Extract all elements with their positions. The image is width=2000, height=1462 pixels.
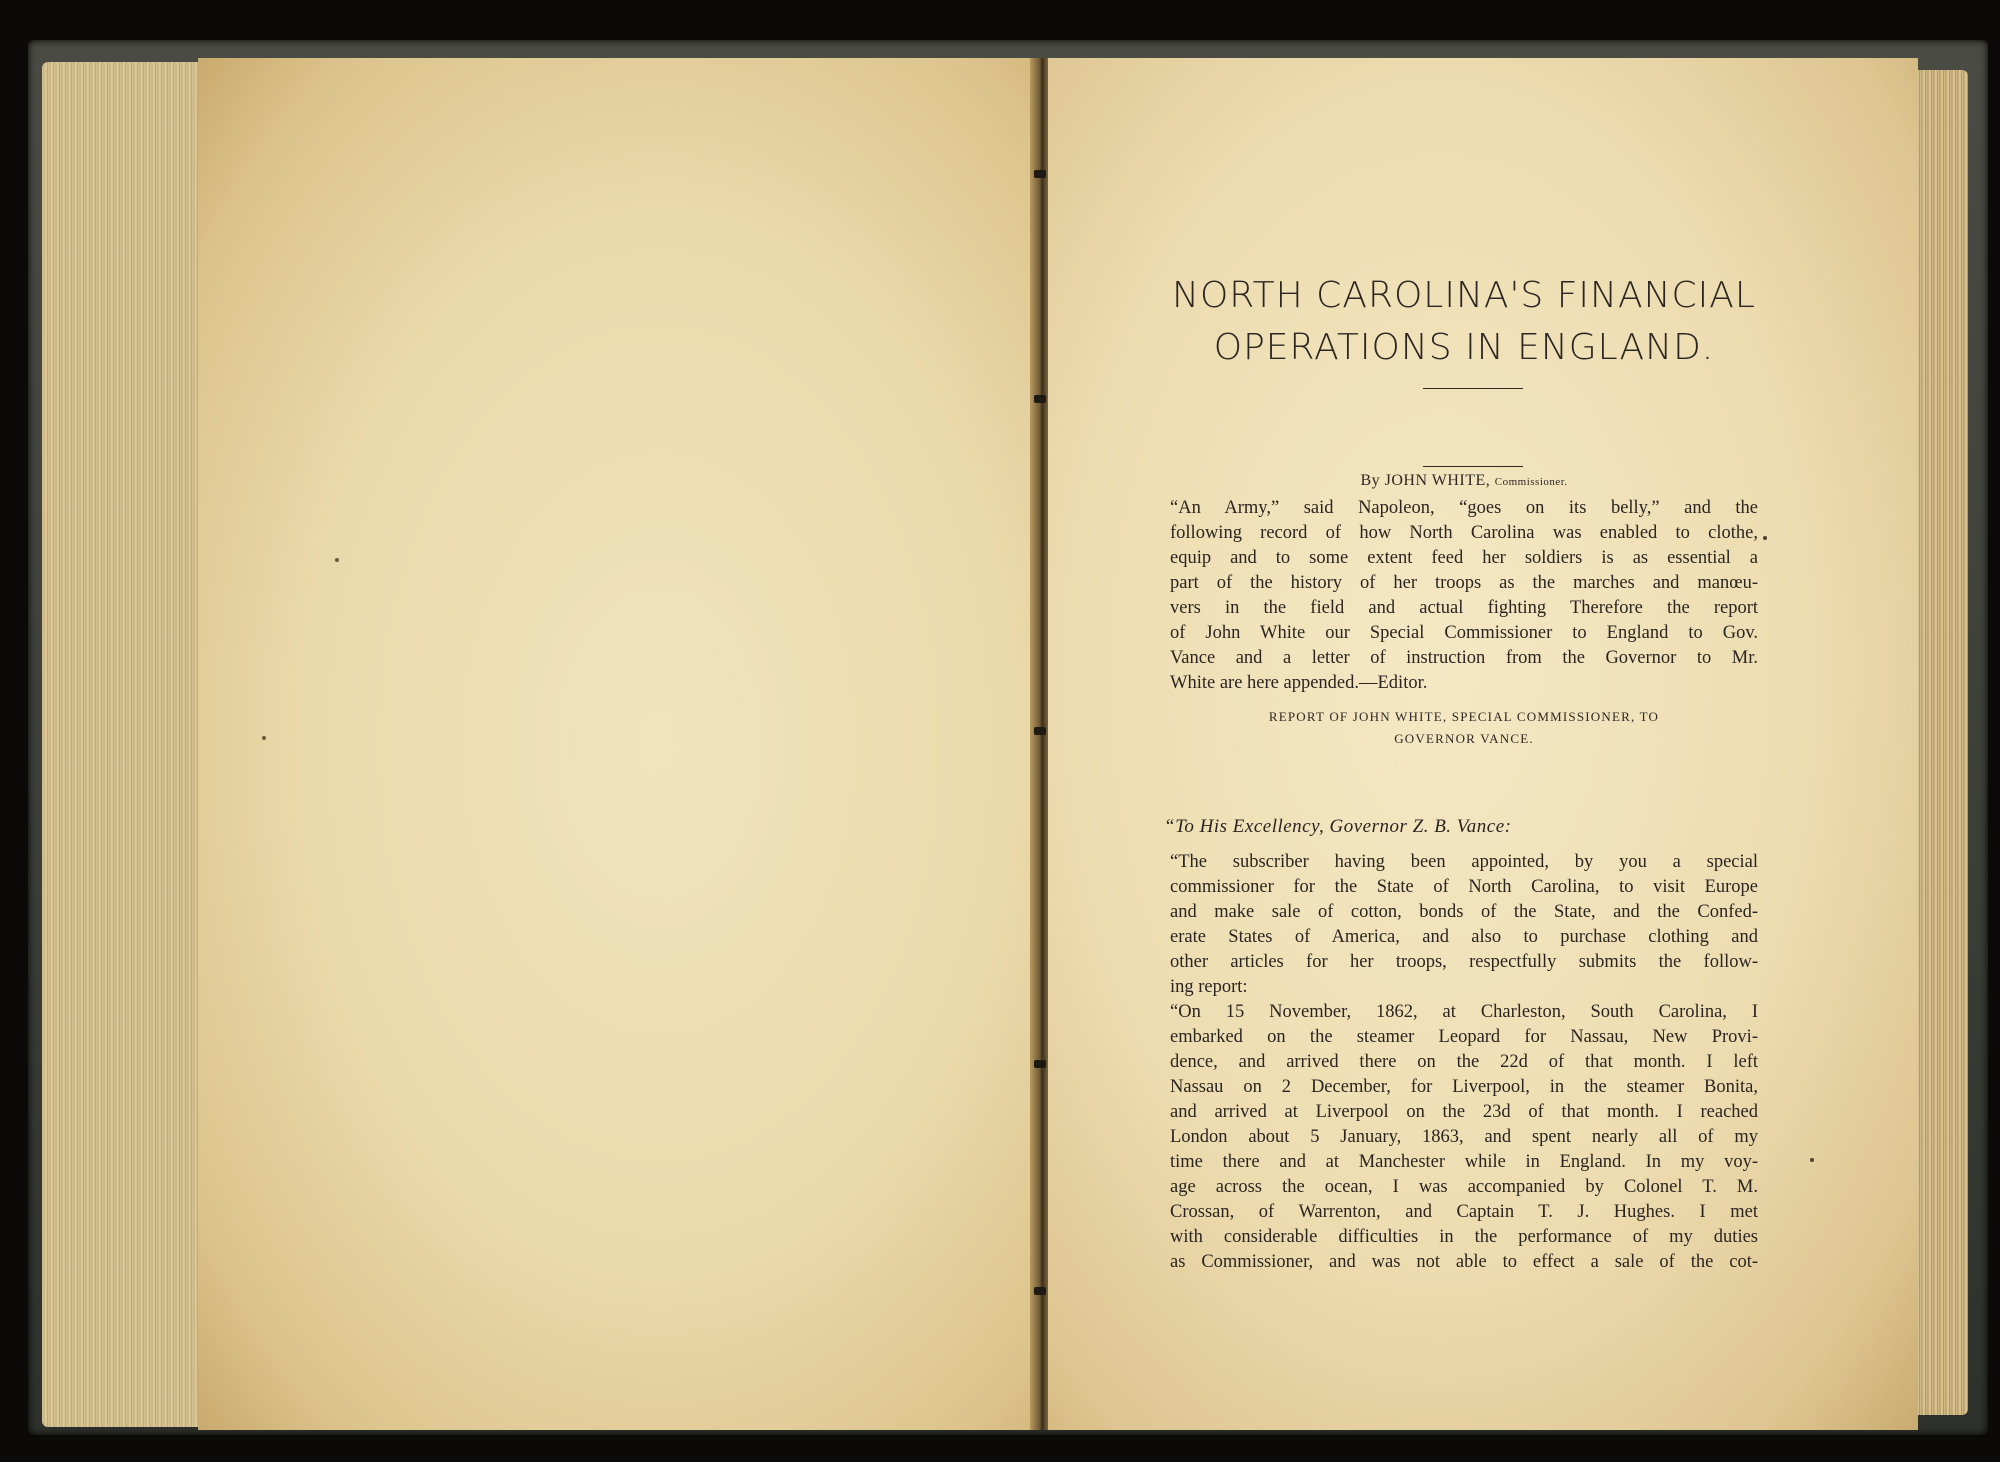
- para1-line: commissioner for the State of North Carolina, to visit Europe: [1170, 877, 1758, 897]
- paper-speck: [335, 558, 339, 562]
- binding-stitch: [1034, 170, 1046, 178]
- byline-name: JOHN WHITE,: [1384, 472, 1491, 489]
- paper-speck: [1763, 536, 1767, 540]
- left-page-blank: [198, 58, 1036, 1430]
- paper-speck: [262, 736, 266, 740]
- byline: [1170, 472, 1758, 490]
- byline-role: Commissioner.: [1494, 476, 1568, 488]
- para2-line: time there and at Manchester while in England. In my voy-: [1170, 1152, 1758, 1172]
- para2-line: Crossan, of Warrenton, and Captain T. J. Hughes. I met: [1170, 1202, 1758, 1222]
- binding-stitch: [1034, 1287, 1046, 1295]
- para2-line: London about 5 January, 1863, and spent nearly all of my: [1170, 1127, 1758, 1147]
- article-title: [1170, 270, 1758, 374]
- intro-line: of John White our Special Commissioner to England to Gov.: [1170, 623, 1758, 643]
- para2-line: Nassau on 2 December, for Liverpool, in the steamer Bonita,: [1170, 1077, 1758, 1097]
- intro-line: equip and to some extent feed her soldiers is as essential a: [1170, 548, 1758, 568]
- left-page-edges: [42, 62, 202, 1427]
- para1-line: ing report:: [1170, 977, 1248, 997]
- binding-stitch: [1034, 1060, 1046, 1068]
- title-line-2: OPERATIONS IN ENGLAND.: [1213, 327, 1715, 368]
- para1-line: other articles for her troops, respectfully submits the follow-: [1170, 952, 1758, 972]
- byline-rule: [1423, 466, 1523, 467]
- byline-by: By: [1360, 472, 1381, 489]
- para2-line: embarked on the steamer Leopard for Nassau, New Provi-: [1170, 1027, 1758, 1047]
- intro-paragraph: [1170, 496, 1758, 696]
- para2-line: and arrived at Liverpool on the 23d of that month. I reached: [1170, 1102, 1758, 1122]
- binding-stitch: [1034, 727, 1046, 735]
- para1-line: and make sale of cotton, bonds of the State, and the Confed-: [1170, 902, 1758, 922]
- para1-line: erate States of America, and also to purchase clothing and: [1170, 927, 1758, 947]
- report-heading: [1170, 706, 1758, 750]
- report-paragraph-2: [1170, 1000, 1758, 1275]
- title-line-1: NORTH CAROLINA'S FINANCIAL: [1172, 275, 1756, 316]
- binding-stitch: [1034, 395, 1046, 403]
- report-paragraph-1: [1170, 850, 1758, 1000]
- para2-line: as Commissioner, and was not able to effect a sale of the cot-: [1170, 1252, 1758, 1272]
- para2-line: age across the ocean, I was accompanied by Colonel T. M.: [1170, 1177, 1758, 1197]
- report-heading-line-1: REPORT OF JOHN WHITE, SPECIAL COMMISSIONER, TO: [1268, 709, 1660, 724]
- report-heading-line-2: GOVERNOR VANCE.: [1394, 731, 1534, 746]
- intro-line: Vance and a letter of instruction from the Governor to Mr.: [1170, 648, 1758, 668]
- para2-line: dence, and arrived there on the 22d of that month. I left: [1170, 1052, 1758, 1072]
- salutation: “To His Excellency, Governor Z. B. Vance:: [1164, 816, 1512, 837]
- para1-line: “The subscriber having been appointed, by you a special: [1170, 852, 1758, 872]
- intro-line: “An Army,” said Napoleon, “goes on its belly,” and the: [1170, 498, 1758, 518]
- intro-line: part of the history of her troops as the marches and manœu-: [1170, 573, 1758, 593]
- intro-line: White are here appended.—Editor.: [1170, 673, 1428, 693]
- para2-line: “On 15 November, 1862, at Charleston, South Carolina, I: [1170, 1002, 1758, 1022]
- paper-speck: [1810, 1158, 1814, 1162]
- intro-line: vers in the field and actual fighting Therefore the report: [1170, 598, 1758, 618]
- para2-line: with considerable difficulties in the performance of my duties: [1170, 1227, 1758, 1247]
- intro-line: following record of how North Carolina was enabled to clothe,: [1170, 523, 1758, 543]
- title-rule: [1423, 388, 1523, 389]
- right-page: [1048, 58, 1918, 1430]
